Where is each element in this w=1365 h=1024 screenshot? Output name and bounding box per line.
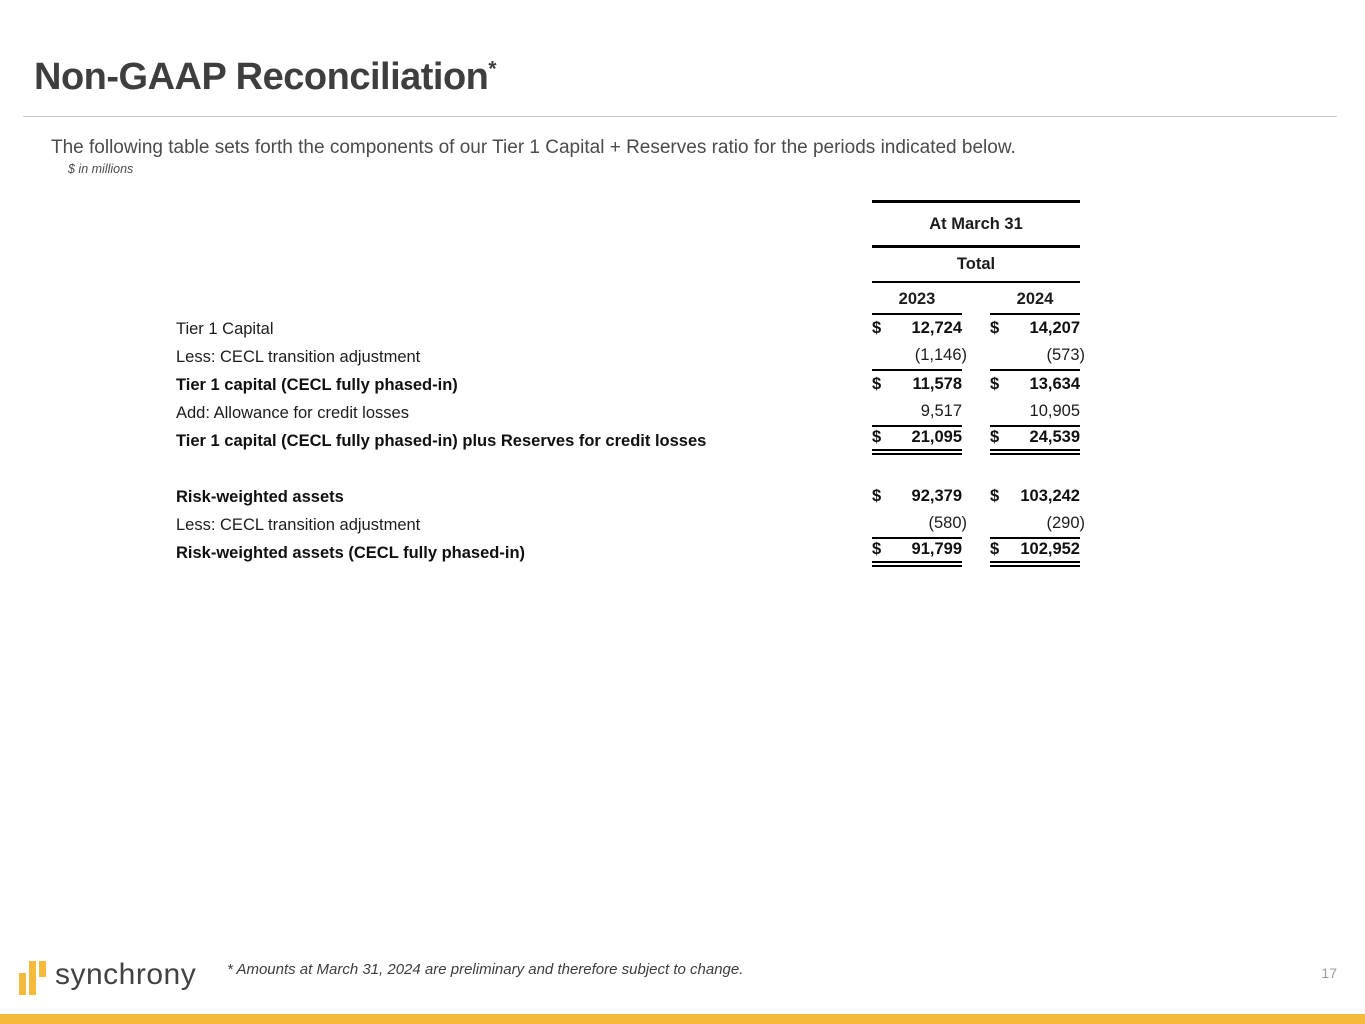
units-note: $ in millions (68, 162, 134, 176)
dollar-sign: $ (872, 539, 882, 558)
row-label: Less: CECL transition adjustment (176, 515, 421, 534)
row-label: Risk-weighted assets (CECL fully phased-in) (176, 543, 526, 562)
row-label: Tier 1 Capital (176, 319, 274, 338)
value-text: 9,517 (920, 401, 962, 420)
row-label: Less: CECL transition adjustment (176, 347, 421, 366)
value-text: 24,539 (1029, 427, 1080, 446)
value-cell-2024 (990, 315, 1080, 343)
value-cell-2023 (872, 315, 962, 343)
value-cell-2024 (990, 343, 1085, 371)
row-label: Add: Allowance for credit losses (176, 403, 409, 422)
value-cell-2024 (990, 511, 1085, 539)
logo-wordmark: synchrony (55, 958, 197, 991)
value-cell-2023 (872, 343, 967, 371)
footnote: * Amounts at March 31, 2024 are preliminary and therefore subject to change. (227, 961, 744, 978)
value-text: 21,095 (911, 427, 962, 446)
value-text: 11,578 (912, 374, 962, 393)
title-asterisk: * (488, 57, 497, 81)
value-cell-2024 (990, 483, 1080, 511)
row-label: Risk-weighted assets (176, 487, 344, 506)
value-text: (580) (928, 513, 967, 532)
value-cell-2024 (990, 371, 1080, 399)
value-text: (573) (1046, 345, 1085, 364)
logo-bar-middle (29, 961, 36, 995)
page-number: 17 (1321, 965, 1337, 981)
value-cell-2023 (872, 539, 962, 567)
table-header-group: At March 31 (872, 200, 1080, 248)
page-title-text: Non-GAAP Reconciliation (34, 56, 489, 98)
logo-bar-left (19, 973, 26, 995)
value-cell-2023 (872, 511, 967, 539)
value-cell-2023 (872, 399, 962, 427)
value-text: 91,799 (911, 539, 962, 558)
synchrony-logo-icon (19, 961, 46, 995)
value-text: (1,146) (914, 345, 967, 364)
value-cell-2023 (872, 483, 962, 511)
dollar-sign: $ (990, 427, 1000, 446)
dollar-sign: $ (990, 318, 1000, 337)
dollar-sign: $ (990, 486, 1000, 505)
value-text: 14,207 (1029, 318, 1080, 337)
value-text: 12,724 (911, 318, 962, 337)
value-cell-2024 (990, 427, 1080, 455)
value-cell-2023 (872, 371, 962, 399)
row-label: Tier 1 capital (CECL fully phased-in) (176, 375, 458, 394)
dollar-sign: $ (990, 374, 1000, 393)
value-text: 10,905 (1029, 401, 1080, 420)
dollar-sign: $ (990, 539, 1000, 558)
dollar-sign: $ (872, 427, 882, 446)
value-text: 92,379 (911, 486, 962, 505)
value-text: (290) (1046, 513, 1085, 532)
table-spacer-row (176, 455, 1080, 483)
value-text: 102,952 (1020, 539, 1080, 558)
page-title (34, 56, 496, 99)
dollar-sign: $ (872, 374, 882, 393)
table-header-year-2023: 2023 (872, 283, 962, 315)
row-label: Tier 1 capital (CECL fully phased-in) plus Reserves for credit losses (176, 431, 707, 450)
dollar-sign: $ (872, 486, 882, 505)
value-cell-2024 (990, 539, 1080, 567)
table-header-year-2024: 2024 (990, 283, 1080, 315)
intro-text: The following table sets forth the components of our Tier 1 Capital + Reserves ratio for the periods indicated below. (51, 137, 1016, 158)
value-text: 13,634 (1029, 374, 1080, 393)
title-divider (23, 116, 1337, 117)
bottom-accent-bar (0, 1014, 1365, 1024)
reconciliation-table (176, 200, 1085, 567)
logo-bar-right (39, 961, 46, 977)
value-cell-2024 (990, 399, 1080, 427)
dollar-sign: $ (872, 318, 882, 337)
value-text: 103,242 (1020, 486, 1080, 505)
value-cell-2023 (872, 427, 962, 455)
table-header-subgroup: Total (872, 248, 1080, 283)
